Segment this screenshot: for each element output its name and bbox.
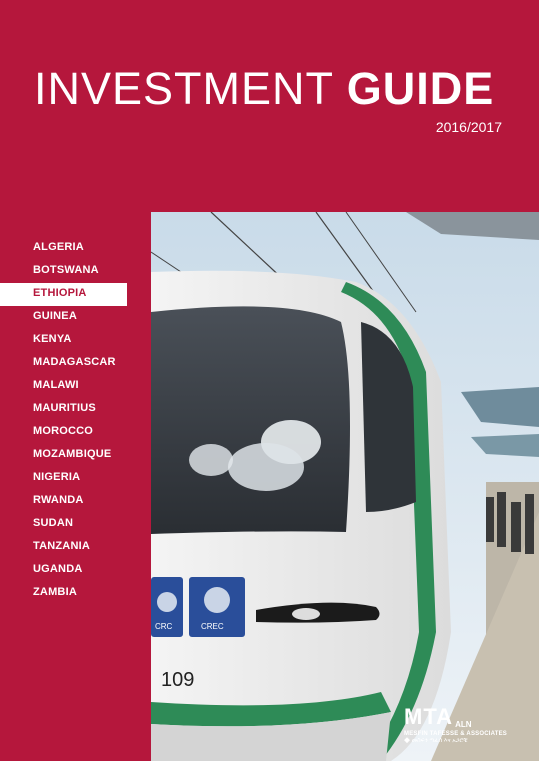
country-item-morocco[interactable]: MOROCCO (33, 425, 94, 437)
edition-year: 2016/2017 (435, 119, 502, 135)
country-item-algeria[interactable]: ALGERIA (33, 241, 84, 253)
country-item-mozambique[interactable]: MOZAMBIQUE (33, 448, 112, 460)
country-item-ethiopia[interactable]: ETHIOPIA (0, 283, 127, 306)
country-item-malawi[interactable]: MALAWI (33, 379, 79, 391)
country-list (0, 237, 127, 605)
country-item-sudan[interactable]: SUDAN (33, 517, 74, 529)
country-item-mauritius[interactable]: MAURITIUS (33, 402, 96, 414)
tram-photo (151, 212, 539, 761)
country-item-rwanda[interactable]: RWANDA (33, 494, 84, 506)
country-item-zambia[interactable]: ZAMBIA (33, 586, 77, 598)
country-item-tanzania[interactable]: TANZANIA (33, 540, 90, 552)
country-item-madagascar[interactable]: MADAGASCAR (33, 356, 116, 368)
logo-subtitle: MESFIN TAFESSE & ASSOCIATES (404, 731, 507, 737)
plate-right-text: CREC (201, 622, 224, 631)
guide-title (34, 63, 495, 114)
plate-left-text: CRC (155, 622, 173, 631)
logo-mark: MTA (404, 704, 454, 729)
country-item-guinea[interactable]: GUINEA (33, 310, 77, 322)
logo-script: ◆ መስፍን ጣፈሰ እና አጋሮቹ (404, 738, 468, 744)
logo-aln: ALN (455, 720, 472, 729)
cover-photo (151, 212, 539, 761)
title-light: INVESTMENT (34, 63, 347, 114)
tram-number: 109 (161, 669, 195, 691)
country-item-botswana[interactable]: BOTSWANA (33, 264, 99, 276)
title-bold: GUIDE (346, 63, 495, 114)
country-item-uganda[interactable]: UGANDA (33, 563, 83, 575)
mta-logo (404, 706, 507, 745)
country-item-kenya[interactable]: KENYA (33, 333, 72, 345)
country-item-nigeria[interactable]: NIGERIA (33, 471, 81, 483)
